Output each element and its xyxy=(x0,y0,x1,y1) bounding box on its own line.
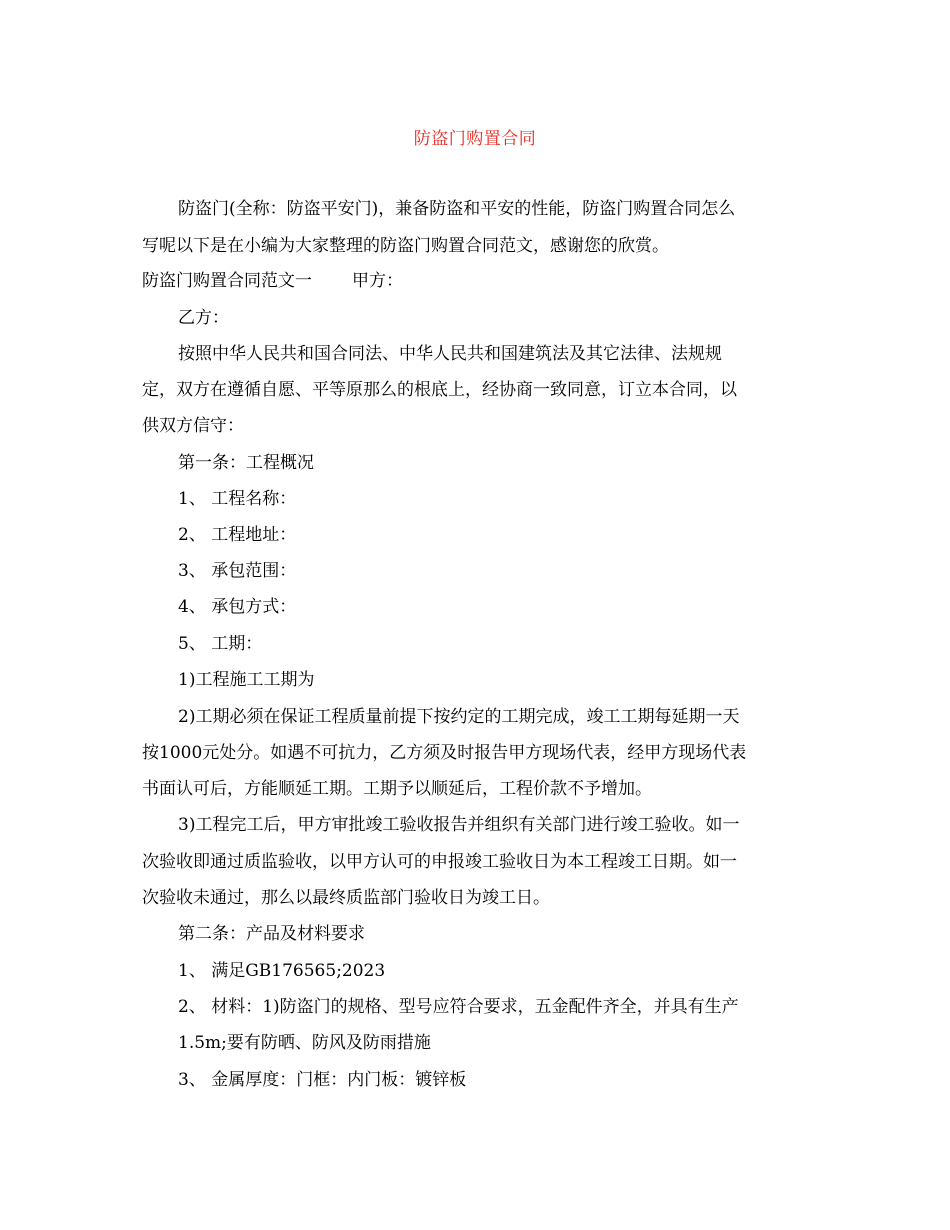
list-item: 2、 材料：1)防盗门的规格、型号应符合要求，五金配件齐全，并具有生产 xyxy=(178,997,739,1017)
list-item: 5、 工期： xyxy=(178,634,263,654)
list-item: 2、 工程地址： xyxy=(178,525,297,545)
party-a-label: 甲方： xyxy=(352,271,403,291)
paragraph-line: 1)工程施工工期为 xyxy=(178,670,315,690)
paragraph-line: 按1000元处分。如遇不可抗力，乙方须及时报告甲方现场代表，经甲方现场代表 xyxy=(142,743,747,763)
article-heading: 第一条：工程概况 xyxy=(178,453,314,473)
paragraph-line: 2)工期必须在保证工程质量前提下按约定的工期完成，竣工工期每延期一天 xyxy=(178,707,740,727)
paragraph-line: 3)工程完工后，甲方审批竣工验收报告并组织有关部门进行竣工验收。如一 xyxy=(178,815,740,835)
sample-heading: 防盗门购置合同范文一 xyxy=(142,271,312,291)
list-item: 4、 承包方式： xyxy=(178,597,297,617)
document-title: 防盗门购置合同 xyxy=(413,129,537,149)
article-heading: 第二条：产品及材料要求 xyxy=(178,924,365,944)
list-item: 3、 承包范围： xyxy=(178,561,297,581)
paragraph-line: 次验收即通过质监验收，以甲方认可的申报竣工验收日为本工程竣工日期。如一 xyxy=(142,852,737,872)
party-b-label: 乙方： xyxy=(178,308,229,328)
list-item: 1、 工程名称： xyxy=(178,489,297,509)
list-item: 3、 金属厚度：门框：内门板：镀锌板 xyxy=(178,1070,467,1090)
paragraph-line: 1.5m;要有防晒、防风及防雨措施 xyxy=(178,1033,431,1053)
paragraph-line: 次验收未通过，那么以最终质监部门验收日为竣工日。 xyxy=(142,888,550,908)
paragraph-line: 供双方信守： xyxy=(142,416,244,436)
paragraph-line: 定，双方在遵循自愿、平等原那么的根底上，经协商一致同意，订立本合同，以 xyxy=(142,380,737,400)
paragraph-line: 书面认可后，方能顺延工期。工期予以顺延后，工程价款不予增加。 xyxy=(142,779,652,799)
section-heading-line xyxy=(142,269,403,293)
paragraph-line: 按照中华人民共和国合同法、中华人民共和国建筑法及其它法律、法规规 xyxy=(178,344,722,364)
paragraph-line: 写呢以下是在小编为大家整理的防盗门购置合同范文，感谢您的欣赏。 xyxy=(142,236,669,256)
list-item: 1、 满足GB176565;2023 xyxy=(178,961,386,981)
paragraph-line: 防盗门(全称：防盗平安门)，兼备防盗和平安的性能，防盗门购置合同怎么 xyxy=(178,199,736,219)
